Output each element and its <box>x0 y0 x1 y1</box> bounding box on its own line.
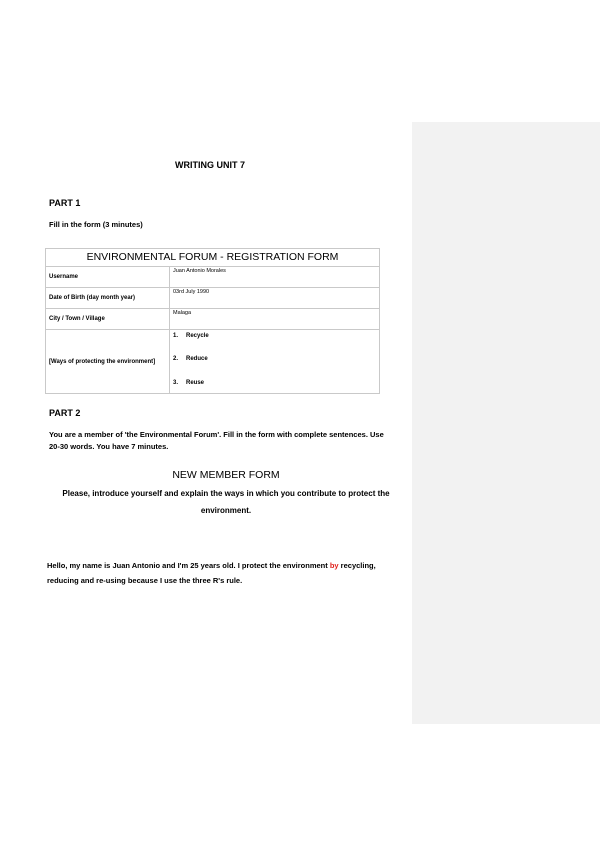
ways-label: [Ways of protecting the environment] <box>46 330 170 394</box>
dob-label: Date of Birth (day month year) <box>46 288 170 309</box>
document-title: WRITING UNIT 7 <box>175 160 245 170</box>
dob-value[interactable]: 03rd July 1990 <box>170 288 380 309</box>
list-item: 2. Reduce <box>173 356 208 362</box>
city-value[interactable]: Malaga <box>170 309 380 330</box>
list-item: 3. Reuse <box>173 380 205 386</box>
part2-instruction: You are a member of 'the Environmental Forum'. Fill in the form with complete sentences. Use 20-30 words. You have 7 minutes. <box>49 430 384 451</box>
city-label: City / Town / Village <box>46 309 170 330</box>
part1-instruction: Fill in the form (3 minutes) <box>49 220 143 229</box>
answer-highlight: by <box>329 561 339 570</box>
part2-heading: PART 2 <box>49 408 81 418</box>
answer-text-end: recycling, reducing and re-using because I use the three R's rule. <box>47 561 376 585</box>
new-member-form-title: NEW MEMBER FORM <box>172 469 280 481</box>
table-row <box>46 288 380 309</box>
table-row <box>46 309 380 330</box>
answer-text-start: Hello, my name is Juan Antonio and I'm 25 years old. I protect the environment <box>47 561 330 570</box>
part1-heading: PART 1 <box>49 198 81 208</box>
registration-form-title: ENVIRONMENTAL FORUM - REGISTRATION FORM <box>46 249 380 267</box>
username-value[interactable]: Juan Antonio Morales <box>170 267 380 288</box>
table-row <box>46 330 380 394</box>
answer-paragraph[interactable] <box>47 558 407 588</box>
username-label: Username <box>46 267 170 288</box>
table-row <box>46 267 380 288</box>
registration-form-table <box>45 248 380 394</box>
comment-pane <box>412 122 600 724</box>
ways-list[interactable] <box>170 330 380 394</box>
list-item: 1. Recycle <box>173 333 209 339</box>
new-member-form-instruction: Please, introduce yourself and explain the ways in which you contribute to protect the environment. <box>62 489 390 515</box>
